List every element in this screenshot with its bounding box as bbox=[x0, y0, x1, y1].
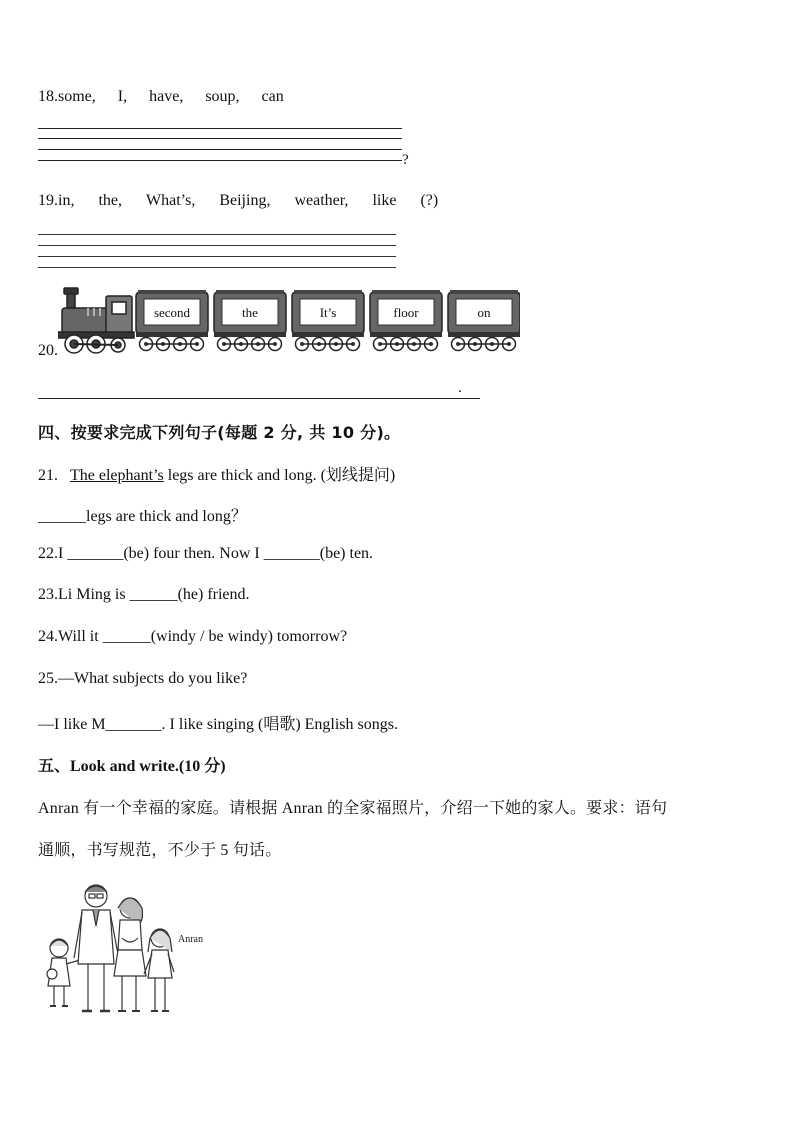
q25-prompt bbox=[38, 670, 247, 688]
train-car-3 bbox=[292, 290, 364, 351]
q22-part1: I bbox=[58, 545, 68, 562]
train-car-word-1: second bbox=[153, 305, 191, 320]
q18-word-5: can bbox=[261, 88, 284, 105]
family-photo-illustration bbox=[38, 878, 228, 1018]
q21-number: 21. bbox=[38, 467, 58, 484]
q22-number: 22. bbox=[38, 545, 58, 562]
q21-underlined-phrase: The elephant’s bbox=[70, 467, 164, 484]
q24-prompt bbox=[38, 628, 347, 646]
train-locomotive-icon bbox=[58, 288, 134, 353]
q21-answer bbox=[38, 503, 247, 526]
q22-blank-1[interactable]: _______ bbox=[67, 545, 124, 562]
q22-part3: (be) ten. bbox=[319, 545, 374, 562]
q23-part1: Li Ming is bbox=[58, 586, 130, 603]
q21-answer-text: legs are thick and long？ bbox=[86, 508, 247, 525]
anran-label: Anran bbox=[178, 934, 203, 945]
q19-answer-line-2[interactable] bbox=[38, 245, 396, 246]
q19-word-2: the, bbox=[98, 192, 122, 209]
q19-answer-line-1[interactable] bbox=[38, 234, 396, 235]
q25-number: 25. bbox=[38, 670, 58, 687]
q18-question-mark: ? bbox=[402, 152, 409, 168]
q18-word-1: some, bbox=[58, 88, 96, 105]
q19-number: 19. bbox=[38, 192, 58, 209]
q22-blank-2[interactable]: _______ bbox=[263, 545, 320, 562]
q18-answer-line-2[interactable] bbox=[38, 138, 402, 139]
q21-rest: legs are thick and long. (划线提问) bbox=[163, 467, 396, 484]
q18-answer-line-1[interactable] bbox=[38, 128, 402, 129]
anran-figure-icon bbox=[144, 929, 174, 1011]
q24-blank[interactable]: ______ bbox=[102, 628, 151, 645]
train-car-word-3: It’s bbox=[319, 305, 337, 320]
q24-part2: (windy / be windy) tomorrow? bbox=[150, 628, 348, 645]
section5-heading: 五、Look and write.(10 分) bbox=[38, 758, 226, 775]
train-car-word-5: on bbox=[477, 305, 491, 320]
q19-word-3: What’s, bbox=[146, 192, 196, 209]
q24-number: 24. bbox=[38, 628, 58, 645]
mother-figure-icon bbox=[114, 898, 146, 1011]
q25-line2 bbox=[38, 711, 398, 734]
q19-word-1: in, bbox=[58, 192, 75, 209]
train-car-5 bbox=[448, 290, 520, 351]
train-car-4 bbox=[370, 290, 442, 351]
q18-word-2: I, bbox=[117, 88, 128, 105]
train-cars bbox=[136, 290, 520, 351]
q23-blank[interactable]: ______ bbox=[129, 586, 178, 603]
q21-answer-blank[interactable]: ______ bbox=[38, 508, 86, 525]
q18-prompt bbox=[38, 88, 284, 106]
q19-word-5: weather, bbox=[294, 192, 349, 209]
q18-number: 18. bbox=[38, 88, 58, 105]
q24-part1: Will it bbox=[58, 628, 103, 645]
section4-heading: 四、按要求完成下列句子(每题 2 分, 共 10 分)。 bbox=[38, 423, 401, 442]
train-car-1 bbox=[136, 290, 208, 351]
q18-word-3: have, bbox=[149, 88, 184, 105]
q25-line1: —What subjects do you like? bbox=[58, 670, 248, 687]
q20-train-illustration bbox=[58, 286, 520, 358]
section5-instruction-line-2: 通顺，书写规范，不少于 5 句话。 bbox=[38, 842, 282, 859]
q22-prompt bbox=[38, 545, 373, 563]
q25-blank[interactable]: _______ bbox=[105, 716, 162, 733]
q25-line2-b: . I like singing (唱歌) English songs. bbox=[161, 716, 398, 733]
train-car-word-4: floor bbox=[393, 305, 419, 320]
q19-prompt bbox=[38, 192, 438, 210]
q25-line2-a: —I like M bbox=[38, 716, 106, 733]
q18-answer-line-3[interactable] bbox=[38, 149, 402, 150]
q22-part2: (be) four then. Now I bbox=[123, 545, 264, 562]
q19-word-4: Beijing, bbox=[219, 192, 271, 209]
q23-part2: (he) friend. bbox=[177, 586, 250, 603]
q18-answer-line-4[interactable] bbox=[38, 160, 402, 161]
q19-word-6: like bbox=[372, 192, 397, 209]
q23-number: 23. bbox=[38, 586, 58, 603]
train-car-2 bbox=[214, 290, 286, 351]
q19-answer-line-3[interactable] bbox=[38, 256, 396, 257]
q23-prompt bbox=[38, 586, 250, 604]
q19-answer-line-4[interactable] bbox=[38, 267, 396, 268]
father-figure-icon bbox=[74, 885, 118, 1011]
section5-instruction-line-1: Anran 有一个幸福的家庭。请根据 Anran 的全家福照片，介绍一下她的家人。要求：语句 bbox=[38, 800, 668, 817]
q21-prompt bbox=[38, 462, 395, 485]
q20-period: . bbox=[458, 380, 462, 396]
q18-word-4: soup, bbox=[205, 88, 240, 105]
q20-number: 20. bbox=[38, 342, 58, 359]
q19-word-7: (?) bbox=[420, 192, 439, 209]
q20-answer-line[interactable] bbox=[38, 398, 480, 399]
train-car-word-2: the bbox=[242, 305, 258, 320]
